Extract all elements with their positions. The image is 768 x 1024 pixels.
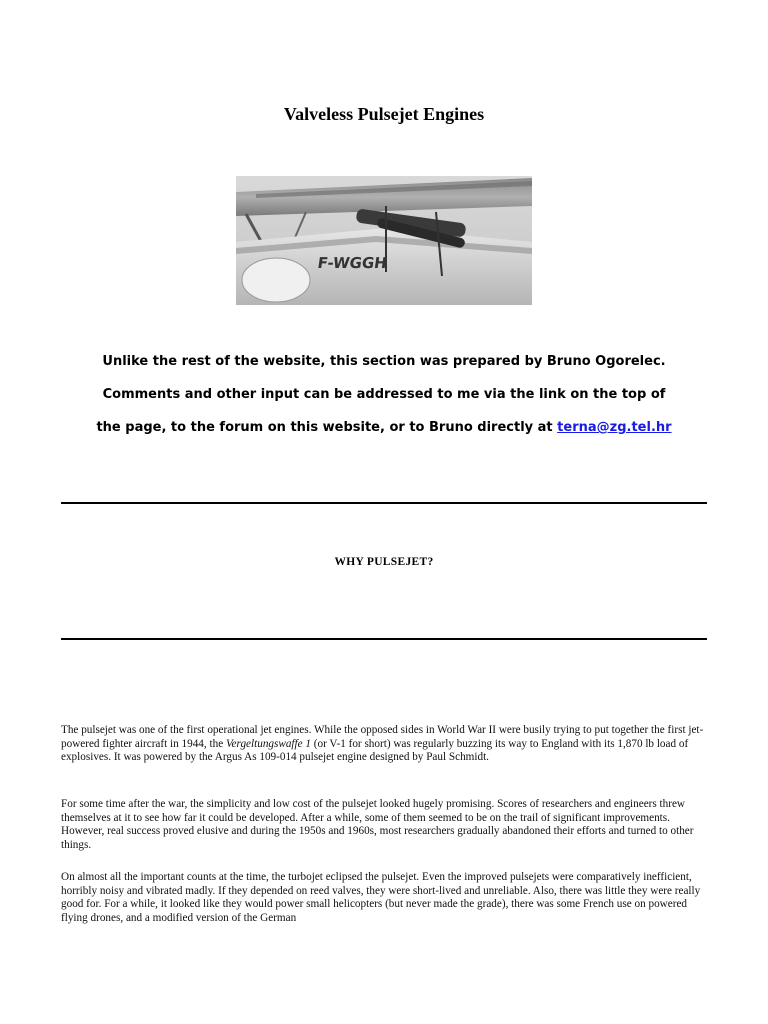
paragraph-3: On almost all the important counts at the time, the turbojet eclipsed the pulsejet. Even the improved pulsejets were comparatively inefficient, horribly noisy and vibrated madly. If they depended on reed valves, they were short-lived and unreliable. Also, there was little they were really good for. For a while, it looked like they would power small helicopters (but never made the grade), there was some French use on powered flying drones, and a modified version of the German (61, 871, 701, 924)
intro-line-3-text: the page, to the forum on this website, or to Bruno directly at (96, 420, 558, 435)
paragraph-1 (61, 724, 711, 765)
divider-top (61, 502, 707, 504)
aircraft-registration: F-WGGH (316, 254, 389, 272)
paragraph-1-part-1: The pulsejet was one of the first operational jet engines. While the opposed sides in World War II were busily trying to put together the first jet-powered fighter aircraft in 1944, the (61, 724, 704, 750)
paragraph-2: For some time after the war, the simplicity and low cost of the pulsejet looked hugely promising. Scores of researchers and engineers threw themselves at it to see how far it could be developed. After a while, some of them seemed to be on the trail of significant improvements. However, real success proved elusive and during the 1950s and 1960s, most researchers gradually abandoned their efforts and turned to other things. (61, 798, 694, 851)
aircraft-photo (236, 176, 532, 305)
page-title: Valveless Pulsejet Engines (283, 104, 485, 124)
paragraph-1-part-2: (or V-1 for short) was regularly buzzing its way to England with its 1,870 lb load of explosives. It was powered by the Argus As 109-014 pulsejet engine designed by Paul Schmidt. (61, 737, 689, 764)
email-link[interactable]: terna@zg.tel.hr (557, 420, 672, 435)
section-heading: WHY PULSEJET? (334, 556, 434, 568)
intro-line-3 (0, 420, 768, 435)
paragraph-1-italic: Vergeltungswaffe 1 (225, 737, 311, 750)
intro-line-1: Unlike the rest of the website, this section was prepared by Bruno Ogorelec. (102, 354, 666, 369)
intro-line-2: Comments and other input can be addressed to me via the link on the top of (102, 387, 666, 402)
divider-bottom (61, 638, 707, 640)
